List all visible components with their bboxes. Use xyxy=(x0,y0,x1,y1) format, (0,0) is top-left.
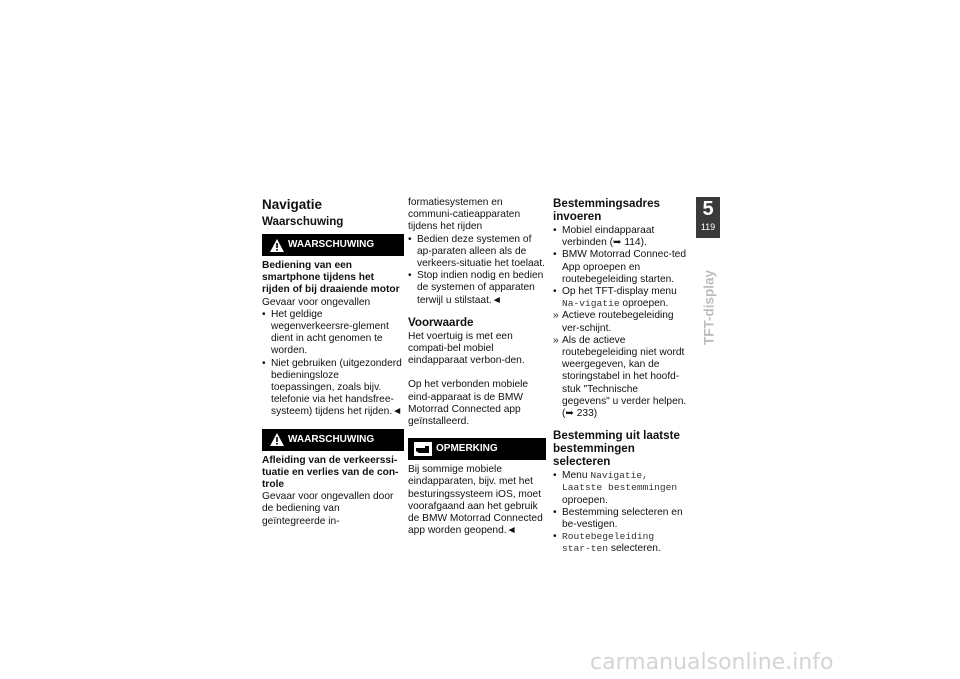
list-item: • Bedien deze systemen of ap-paraten alleen als de verkeers-situatie het toelaat. xyxy=(408,234,546,271)
column-3 xyxy=(553,197,688,556)
list-item: • Menu Navigatie, Laatste bestemmingen oproepen. xyxy=(553,470,688,507)
list-item: • Op het TFT-display menu Na-vigatie oproepen. xyxy=(553,286,688,310)
warning-label: WAARSCHUWING xyxy=(288,238,375,250)
result-item: » Actieve routebegeleiding ver-schijnt. xyxy=(553,310,688,334)
note-text: Bij sommige mobiele eindapparaten, bijv. met het besturingssysteem iOS, moet voorafgaand aan het gebruik de BMW Motorrad Connected app worden geopend.◄ xyxy=(408,464,543,537)
section-heading-navigatie: Navigatie xyxy=(262,197,323,212)
warning2-title: Afleiding van de verkeerssi-tuatie en verlies van de con-trole xyxy=(262,454,399,491)
heading-voorwaarde: Voorwaarde xyxy=(408,315,474,329)
warning1-title: Bediening van een smartphone tijdens het rijden of bij draaiende motor xyxy=(262,260,400,296)
note-box xyxy=(408,438,546,460)
column-2 xyxy=(408,197,546,537)
warning2-text: Gevaar voor ongevallen door de bediening van geïntegreerde in- xyxy=(262,491,394,527)
chapter-tab xyxy=(696,197,720,238)
list-item: • Stop indien nodig en bedien de systemen of apparaten terwijl u stilstaat.◄ xyxy=(408,270,546,307)
warning-box-2 xyxy=(262,429,404,451)
bestemmingsadres-list xyxy=(553,225,688,420)
page-number: 119 xyxy=(700,222,716,232)
list-item: • Niet gebruiken (uitgezonderd bedieningsloze toepassingen, zoals bijv. telefonie via het handsfree-systeem) tijdens het rijden.◄ xyxy=(262,358,404,419)
heading-bestemmingsadres: Bestemmingsadres invoeren xyxy=(553,197,660,223)
list-item: • Bestemming selecteren en be-vestigen. xyxy=(553,507,688,531)
list-item: • Routebegeleiding star-ten selecteren. xyxy=(553,531,688,555)
note-label: OPMERKING xyxy=(436,443,498,455)
result-item: » Als de actieve routebegeleiding niet wordt weergegeven, kan de storingstabel in het hoofd-stuk "Technische gegevens" u verder helpen. (➥ 233) xyxy=(553,335,688,420)
list-item: • BMW Motorrad Connec-ted App oproepen en routebegeleiding starten. xyxy=(553,249,688,286)
menu-name: Routebegeleiding star-ten xyxy=(562,531,655,555)
voorwaarde-para2: Op het verbonden mobiele eind-apparaat is de BMW Motorrad Connected app geïnstalleerd. xyxy=(408,379,529,428)
warning-label: WAARSCHUWING xyxy=(288,433,375,445)
menu-name: Navigatie, Laatste bestemmingen xyxy=(562,470,678,494)
column-1 xyxy=(262,197,404,528)
warning2-list xyxy=(408,234,546,307)
heading-laatste-bestemmingen: Bestemming uit laatste bestemmingen selecteren xyxy=(553,429,680,469)
warning1-text: Gevaar voor ongevallen xyxy=(262,296,371,308)
laatste-bestemmingen-list xyxy=(553,470,688,555)
list-item: • Het geldige wegenverkeersre-glement dient in acht genomen te worden. xyxy=(262,309,404,358)
watermark-text: carmanualsonline.info xyxy=(590,650,834,675)
chapter-side-title: TFT-display xyxy=(701,270,717,346)
warning-triangle-icon xyxy=(270,433,284,446)
subheading-waarschuwing: Waarschuwing xyxy=(262,215,344,228)
menu-name: Na-vigatie xyxy=(562,298,620,310)
pointing-hand-icon xyxy=(414,442,432,456)
voorwaarde-para1: Het voertuig is met een compati-bel mobiel eindapparaat verbon-den. xyxy=(408,330,525,367)
chapter-number: 5 xyxy=(702,198,714,220)
list-item: • Mobiel eindapparaat verbinden (➥ 114). xyxy=(553,225,688,249)
warning-box-1 xyxy=(262,234,404,256)
warning2-continuation: formatiesystemen en communi-catieapparaten tijdens het rijden xyxy=(408,197,521,233)
warning-triangle-icon xyxy=(270,239,284,252)
warning1-list xyxy=(262,309,404,419)
